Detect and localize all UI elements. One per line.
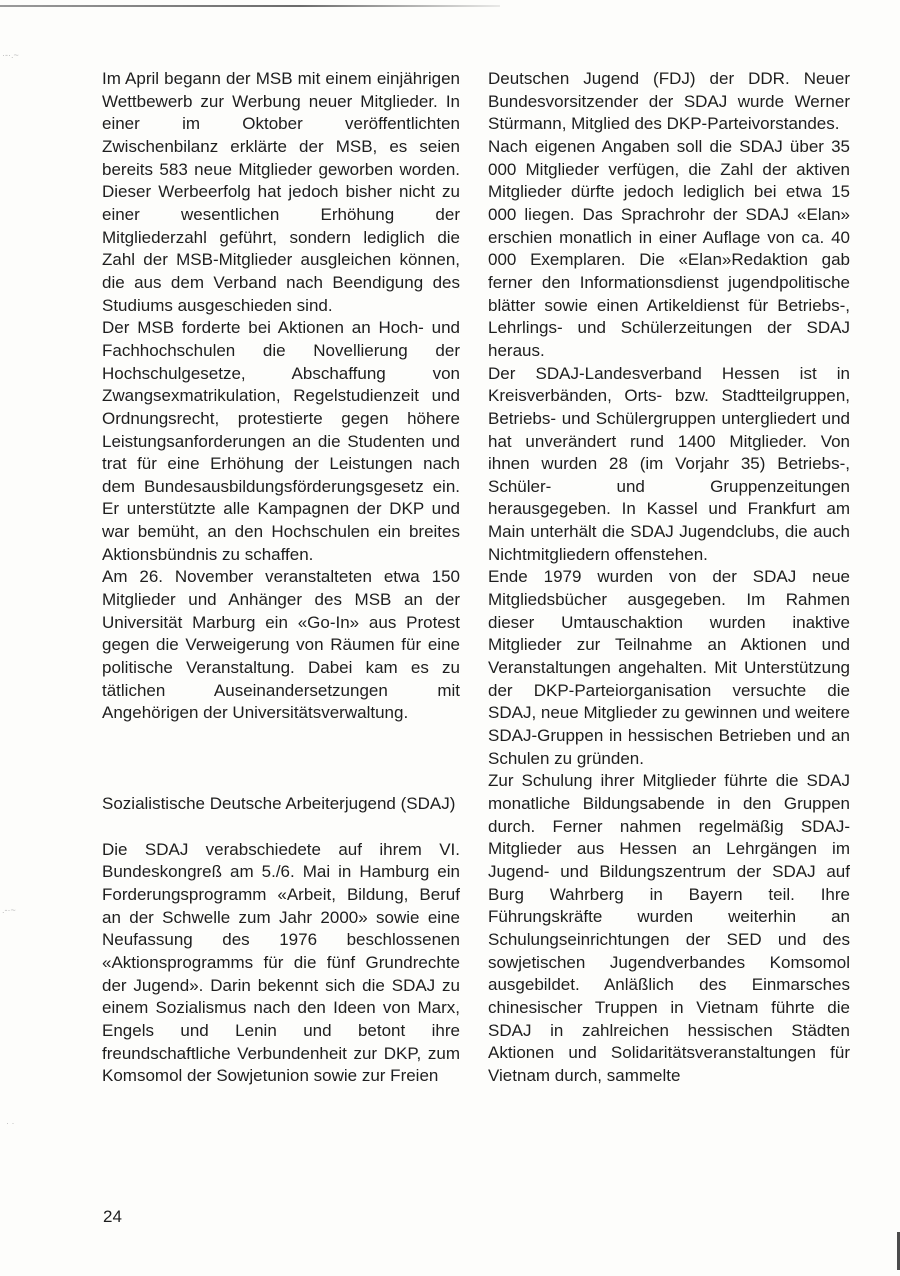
paragraph: Ende 1979 wurden von der SDAJ neue Mitgliedsbücher ausgegeben. Im Rahmen dieser Umtauschaktion wurden inaktive Mitglieder zur Teilnahme an Aktionen und Veranstaltungen angehalten. Mit Unterstützung der DKP-Parteiorganisation versuchte die SDAJ, neue Mitglieder zu gewinnen und weitere SDAJ-Gruppen in hessischen Betrieben und an Schulen zu gründen.	[488, 567, 850, 768]
paragraph: Im April begann der MSB mit einem einjährigen Wettbewerb zur Werbung neuer Mitglieder. In einer im Oktober veröffentlichten Zwischenbilanz erklärte der MSB, es seien bereits 583 neue Mitglieder geworben worden. Dieser Werbeerfolg hat jedoch bisher nicht zu einer wesentlichen Erhöhung der Mitgliederzahl geführt, sondern lediglich die Zahl der MSB-Mitglieder ausgleichen können, die aus dem Verband nach Beendigung des Studiums ausgeschieden sind.	[102, 69, 460, 315]
left-column	[102, 68, 460, 1088]
scan-speck: .-·~	[2, 905, 16, 915]
paragraph: Deutschen Jugend (FDJ) der DDR. Neuer Bundesvorsitzender der SDAJ wurde Werner Stürmann, Mitglied des DKP-Parteivorstandes.	[488, 69, 850, 134]
section-heading: Sozialistische Deutsche Arbeiterjugend (SDAJ)	[102, 794, 456, 814]
paragraph: Der SDAJ-Landesverband Hessen ist in Kreisverbänden, Orts- bzw. Stadtteilgruppen, Betriebs- und Schülergruppen untergliedert und hat unverändert rund 1400 Mitglieder. Von ihnen wurden 28 (im Vorjahr 35) Betriebs-, Schüler- und Gruppenzeitungen herausgegeben. In Kassel und Frankfurt am Main unterhält die SDAJ Jugendclubs, die auch Nichtmitgliedern offenstehen.	[488, 363, 850, 564]
scan-speck: ·-·.~	[2, 50, 19, 60]
paragraph: Zur Schulung ihrer Mitglieder führte die SDAJ monatliche Bildungsabende in den Gruppen durch. Ferner nahmen regelmäßig SDAJ-Mitglieder aus Hessen an Lehrgängen im Jugend- und Bildungszentrum der SDAJ auf Burg Wahrberg in Bayern teil. Ihre Führungskräfte wurden weiterhin an Schulungseinrichtungen der SED und des sowjetischen Jugendverbandes Komsomol ausgebildet. Anläßlich des Einmarsches chinesischer Truppen in Vietnam führte die SDAJ in zahlreichen hessischen Städten Aktionen und Solidaritätsveranstaltungen für Vietnam durch, sammelte	[488, 771, 850, 1085]
scan-speck: · ·	[6, 1118, 15, 1128]
paragraph: Der MSB forderte bei Aktionen an Hoch- und Fachhochschulen die Novellierung der Hochschulgesetze, Abschaffung von Zwangsexmatrikulation, Regelstudienzeit und Ordnungsrecht, protestierte gegen höhere Leistungsanforderungen an die Studenten und trat für eine Erhöhung der Leistungen nach dem Bundesausbildungsförderungsgesetz ein. Er unterstützte alle Kampagnen der DKP und war bemüht, an den Hochschulen ein breites Aktionsbündnis zu schaffen.	[102, 318, 460, 564]
paragraph: Die SDAJ verabschiedete auf ihrem VI. Bundeskongreß am 5./6. Mai in Hamburg ein Forderungsprogramm «Arbeit, Bildung, Beruf an der Schwelle zum Jahr 2000» sowie eine Neufassung des 1976 beschlossenen «Aktionsprogramms für die fünf Grundrechte der Jugend». Darin bekennt sich die SDAJ zu einem Sozialismus nach den Ideen von Marx, Engels und Lenin und betont ihre freundschaftliche Verbundenheit zur DKP, zum Komsomol der Sowjetunion sowie zur Freien	[102, 839, 460, 1086]
scan-top-rule	[0, 5, 500, 7]
paragraph: Am 26. November veranstalteten etwa 150 Mitglieder und Anhänger des MSB an der Universität Marburg ein «Go-In» aus Protest gegen die Verweigerung von Räumen für eine politische Veranstaltung. Dabei kam es zu tätlichen Auseinandersetzungen mit Angehörigen der Universitätsverwaltung.	[102, 567, 460, 723]
page-number: 24	[103, 1207, 122, 1226]
right-column	[488, 68, 850, 1088]
paragraph: Nach eigenen Angaben soll die SDAJ über 35 000 Mitglieder verfügen, die Zahl der aktiven Mitglieder dürfte jedoch lediglich bei etwa 15 000 liegen. Das Sprachrohr der SDAJ «Elan» erschien monatlich in einer Auflage von ca. 40 000 Exemplaren. Die «Elan»Redaktion gab ferner den Informationsdienst jugendpolitische blätter sowie einen Artikeldienst für Betriebs-, Lehrlings- und Schülerzeitungen der SDAJ heraus.	[488, 136, 850, 360]
